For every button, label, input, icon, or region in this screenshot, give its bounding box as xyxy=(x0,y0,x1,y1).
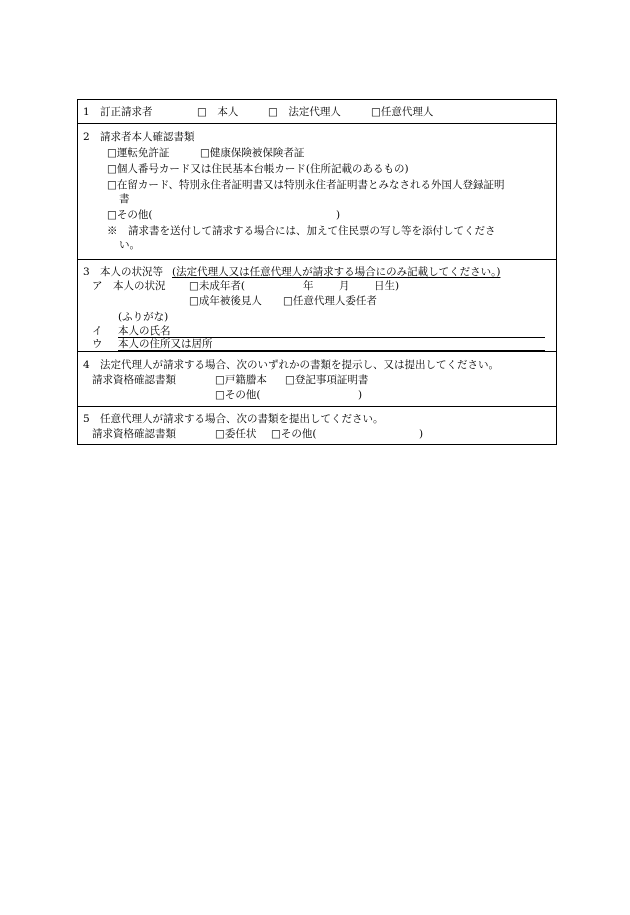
other-close-paren: ) xyxy=(358,389,363,401)
checkbox-other[interactable]: □その他( xyxy=(107,209,153,221)
section-number: 5 xyxy=(83,413,90,425)
requester-label: 訂正請求者 xyxy=(100,106,153,118)
mail-note: ※ 請求書を送付して請求する場合には、加えて住民票の写し等を添付してくださ xyxy=(107,225,496,237)
section-number: 2 xyxy=(83,131,90,143)
section-principal-status xyxy=(78,260,556,352)
checkbox-other[interactable]: □その他( xyxy=(215,389,261,401)
furigana-label: (ふりがな) xyxy=(118,311,169,323)
section-requester xyxy=(78,100,556,124)
other-close-paren: ) xyxy=(419,428,424,440)
qualification-docs-label: 請求資格確認書類 xyxy=(92,374,176,386)
item-u-mark: ウ xyxy=(92,338,103,350)
section-legal-agent-docs xyxy=(78,352,556,407)
checkbox-mynumber-card[interactable]: □個人番号カード又は住民基本台帳カード(住所記載のあるもの) xyxy=(107,163,409,175)
principal-address-line[interactable] xyxy=(118,350,545,351)
checkbox-principal-of-agent[interactable]: □任意代理人委任者 xyxy=(283,295,377,307)
birth-year-label: 年 xyxy=(303,280,314,292)
checkbox-voluntary-agent[interactable]: □任意代理人 xyxy=(371,106,434,118)
checkbox-other[interactable]: □その他( xyxy=(271,428,317,440)
identity-docs-title: 請求者本人確認書類 xyxy=(100,131,195,143)
checkbox-residence-card[interactable]: □在留カード、特別永住者証明書又は特別永住者証明書とみなされる外国人登録証明 xyxy=(107,179,505,191)
status-label: ア 本人の状況 xyxy=(92,280,166,292)
other-close-paren: ) xyxy=(336,209,341,221)
item-i-mark: イ xyxy=(92,325,103,337)
residence-card-wrap: 書 xyxy=(119,193,130,205)
mail-note-wrap: い。 xyxy=(119,239,140,251)
section-number: 3 xyxy=(83,266,90,278)
correction-request-form xyxy=(77,99,557,445)
checkbox-power-of-attorney[interactable]: □委任状 xyxy=(215,428,257,440)
section-number: 4 xyxy=(83,359,90,371)
birth-month-label: 月 xyxy=(339,280,350,292)
birth-day-label: 日生) xyxy=(374,280,400,292)
principal-name-label: 本人の氏名 xyxy=(118,325,171,337)
voluntary-agent-docs-title: 任意代理人が請求する場合、次の書類を提出してください。 xyxy=(100,413,384,425)
checkbox-legal-agent[interactable]: □ 法定代理人 xyxy=(268,106,341,118)
checkbox-family-register[interactable]: □戸籍謄本 xyxy=(215,374,267,386)
checkbox-minor[interactable]: □未成年者( xyxy=(189,280,246,292)
principal-status-title: 本人の状況等 xyxy=(100,266,163,278)
legal-agent-docs-title: 法定代理人が請求する場合、次のいずれかの書類を提示し、又は提出してください。 xyxy=(100,359,499,371)
principal-status-note: (法定代理人又は任意代理人が請求する場合にのみ記載してください。) xyxy=(172,266,501,278)
checkbox-health-insurance[interactable]: □健康保険被保険者証 xyxy=(200,147,305,159)
section-voluntary-agent-docs xyxy=(78,407,556,444)
checkbox-self[interactable]: □ 本人 xyxy=(197,106,239,118)
checkbox-drivers-license[interactable]: □運転免許証 xyxy=(107,147,170,159)
checkbox-registry-certificate[interactable]: □登記事項証明書 xyxy=(285,374,369,386)
checkbox-adult-ward[interactable]: □成年被後見人 xyxy=(189,295,262,307)
section-identity-docs xyxy=(78,124,556,260)
section-number: 1 xyxy=(83,106,90,118)
principal-address-label: 本人の住所又は居所 xyxy=(118,338,213,350)
qualification-docs-label: 請求資格確認書類 xyxy=(92,428,176,440)
